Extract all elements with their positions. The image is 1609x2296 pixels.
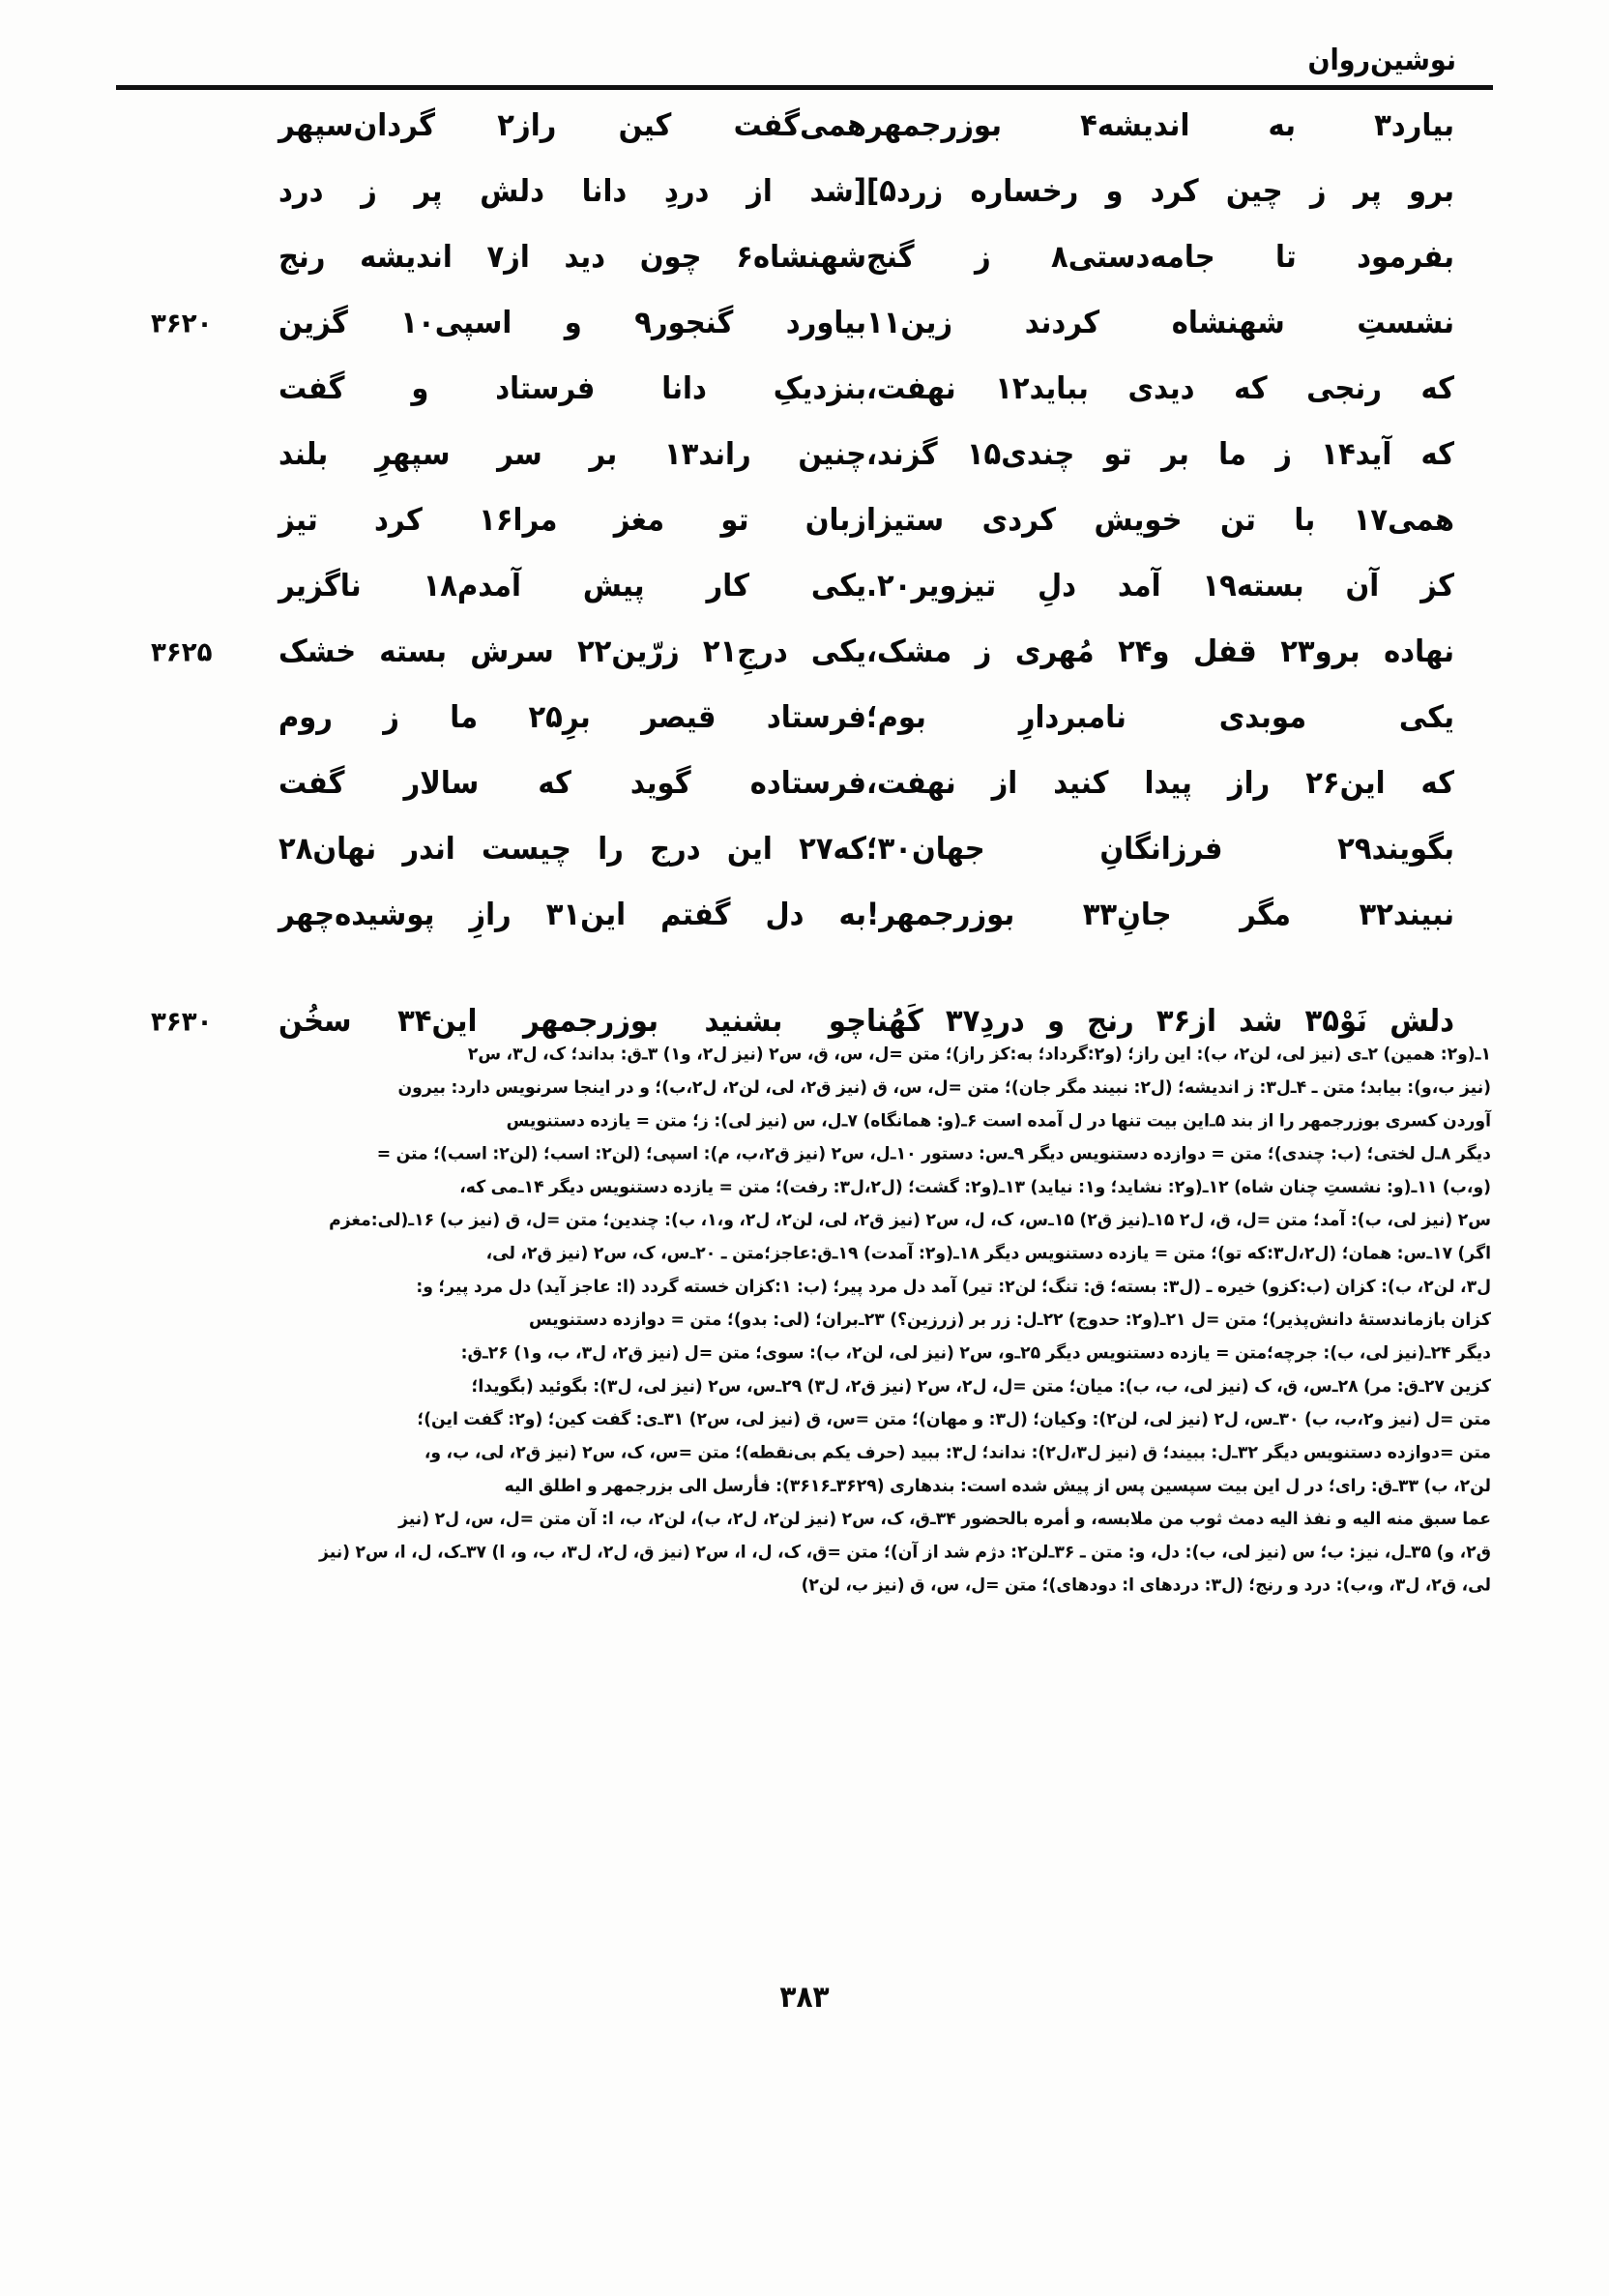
apparatus-line: (و،ب) ۱۱ـ‌(و: نشستِ چنان شاه) ۱۲ـ(و۲: نشاید؛ و۱: نیاید) ۱۳ـ(و۲: گشت؛ (ل۲،ل۳: رفت)؛ متن = یازده دستنویس دیگر ۱۴ـ‌می که، (459, 1177, 1491, 1198)
hemistich-second: نهاده برو۲۳ قفل و۲۴ مُهری ز مشک، (866, 633, 1454, 669)
hemistich-first: که۲۷ این درج را چیست اندر نهان۲۸ (278, 830, 866, 867)
apparatus-line: ل۳، لن۲، ب): کزان (ب:کزو) خیره ـ (ل۳: بسته؛ ق: تنگ؛ لن۲: تیر) آمد دل مرد پیر؛ (ب: ۱:کزان خسته گردد (ا: عاجز آید) دل مرد پیر؛ و: (416, 1277, 1491, 1298)
hemistich-first: چو بشنید بوزرجمهر این۳۴ سخُن (278, 1002, 866, 1039)
hemistich-first: [شد از دردِ دانا دلش پر ز درد (278, 172, 866, 209)
apparatus-line: ق۲، و) ۳۵ـ‌ل، نیز: ب؛ س (نیز لی، ب): دل، و: متن ـ ۳۶ـ‌لن۲: دژم شد از آن)؛ متن =ق، ک، ل، ا، س۲ (نیز ق، ل۲، ل۳، ب، و، ا) ۳۷ـ‌ک، ل، ا، س۲ (نیز (319, 1543, 1491, 1563)
hemistich-first: شهنشاه۶ چون دید از۷ اندیشه رنج (278, 238, 867, 275)
apparatus-line: کزان بازماندستهٔ دانش‌پذیر)؛ متن =ل ۲۱ـ(و۲: حدوج) ۲۲ـ‌ل: زر بر (زرزین؟) ۲۳ـ‌بران؛ (لی: بدو)؛ متن = دوازده دستنویس (528, 1310, 1491, 1331)
hemistich-first: یکی کار پیش آمدم۱۸ ناگزیر (278, 567, 867, 603)
verse-block (145, 108, 1464, 1070)
apparatus-line: عما سبق منه الیه و نفذ الیه دمث ثوب من ملابسه، و أمره بالحضور ۳۴ـ‌ق، ک، س۲ (نیز لن۲، ل۲، ب)، لن۲، ب، ا: آن متن =ل، س، ل۲ (نیز (398, 1509, 1491, 1530)
hemistich-second: نبیند۳۲ مگر جانِ۳۳ بوزرجمهر! (866, 896, 1454, 932)
running-head-title: نوشین‌روان (1307, 44, 1456, 77)
hemistich-second: که آید۱۴ ز ما بر تو چندی۱۵ گزند، (866, 435, 1454, 472)
verse-line (145, 766, 1464, 832)
apparatus-line: متن =ل (نیز و۲،ب، ب) ۳۰ـ‌س، ل۲ (نیز لی، لن۲): وکیان؛ (ل۳: و مهان)؛ متن =س، ق (نیز لی، س۲) ۳۱ـ‌ی: گفت کین؛ (و۲: گفت این)؛ (417, 1409, 1491, 1430)
hemistich-second: دلش نَوْ۳۵ شد از۳۶ رنج و دردِ۳۷ کَهُنا (866, 1002, 1454, 1039)
hemistich-second: کز آن بسته۱۹ آمد دلِ تیزویر۲۰. (866, 567, 1454, 603)
apparatus-line: دیگر ۲۴ـ(نیز لی، ب): جرچه؛متن = یازده دستنویس دیگر ۲۵ـ‌و، س۲ (نیز لی، لن۲، ب): سوی؛ متن =ل (نیز ق۲، ل۳، ب، و۱) ۲۶ـ‌ق: (460, 1343, 1491, 1364)
page-number: ۳۸۳ (779, 1979, 830, 2015)
hemistich-second: نشستِ شهنشاه کردند زین۱۱ (866, 304, 1454, 340)
apparatus-line: دیگر ۸ـ‌ل لختی؛ (ب: چندی)؛ متن = دوازده دستنویس دیگر ۹ـ‌س: دستور ۱۰ـ‌ل، س۲ (نیز ق۲،ب، م): اسپی؛ (لن۲: اسب؛ (لن۲: اسب)؛ متن = (376, 1144, 1491, 1164)
verse-line (145, 503, 1464, 569)
hemistich-second: بیارد۳ به اندیشه۴ بوزرجمهر (866, 106, 1454, 143)
apparatus-line: متن =دوازده دستنویس دیگر ۳۲ـ‌ل: ببیند؛ ق (نیز ل۳،ل۲): نداند؛ ل۳: ببید (حرف یکم بی‌نقطه)؛ متن =س، ک، س۲ (نیز ق۲، لی، ب، و، (424, 1443, 1491, 1463)
verse-line (145, 240, 1464, 306)
apparatus-line: کزین ۲۷ـ‌ق: مر) ۲۸ـ‌س، ق، ک (نیز لی، ب، ب): میان؛ متن =ل، ل۲، س۲ (نیز ق۲، ل۳) ۲۹ـ‌س، س۲ (نیز لی، ل۳): بگوئید (بگویدا؛ (471, 1376, 1491, 1398)
hemistich-second: که رنجی که دیدی بباید۱۲ نهفت، (866, 369, 1454, 406)
apparatus-line: (نیز ب،و): بیابد؛ متن ـ ۴ـ‌ل۳: ز اندیشه؛ (ل۲: نبیند مگر جان)؛ متن =ل، س، ق (نیز ق۲، لی، لن۲، ل۲،ب)؛ و در اینجا سرنویس دارد: بیرون (397, 1077, 1491, 1099)
verse-line (145, 437, 1464, 503)
verse-line (145, 174, 1464, 240)
hemistich-second: همی۱۷ با تن خویش کردی ستیزا (866, 501, 1454, 538)
hemistich-first: به دل گفتم این۳۱ رازِ پوشیده‌چهر (278, 896, 866, 932)
hemistich-first: چنین راند۱۳ بر سر سپهرِ بلند (278, 435, 866, 472)
verse-line (145, 634, 1464, 700)
verse-line (145, 569, 1464, 634)
hemistich-second: برو پر ز چین کرد و رخساره زرد۵] (866, 172, 1454, 209)
critical-apparatus (118, 1039, 1491, 1604)
verse-line (145, 832, 1464, 898)
hemistich-first: فرستاده گوید که سالار گفت (278, 764, 866, 801)
hemistich-first: یکی درجِ۲۱ زرّین۲۲ سرش بسته خشک (278, 633, 866, 669)
verse-line (145, 898, 1464, 1004)
apparatus-line: لن۲، ب) ۳۳ـ‌ق: رای؛ در ل این بیت سپسین پس از پیش شده است: بندهاری (۳۶۲۹ـ۳۶۱۶): فأرسل الی بزرجمهر و اطلق الیه (504, 1476, 1491, 1497)
hemistich-second: بگویند۲۹ فرزانگانِ جهان۳۰؛ (866, 830, 1454, 867)
verse-line (145, 700, 1464, 766)
verse-number: ۳۶۳۰ (151, 1007, 213, 1038)
hemistich-first: همی‌گفت کین راز۲ گردان‌سپهر (278, 106, 866, 143)
verse-line (145, 306, 1464, 371)
apparatus-line: اگر) ۱۷ـ‌س: همان؛ (ل۲،ل۳:که تو)؛ متن = یازده دستنویس دیگر ۱۸ـ(و۲: آمدت) ۱۹ـ‌ق:عاجز؛متن ـ ۲۰ـ‌س، ک، س۲ (نیز ق۲، لی، (485, 1244, 1491, 1264)
hemistich-second: بفرمود تا جامه‌دستی۸ ز گنج (866, 238, 1454, 275)
hemistich-first: فرستاد قیصر برِ۲۵ ما ز روم (278, 698, 866, 735)
verse-number: ۳۶۲۵ (151, 637, 213, 668)
hemistich-first: بیاورد گنجور۹ و اسپی۱۰ گزین (278, 304, 866, 340)
verse-line (145, 108, 1464, 174)
hemistich-second: یکی موبدی نامبردارِ بوم؛ (866, 698, 1454, 735)
apparatus-line: آوردن کسری بوزرجمهر را از بند ۵ـ‌این بیت تنها در ل آمده است ۶ـ(و: همانگاه) ۷ـ‌ل، س (نیز لی): ز؛ متن = یازده دستنویس (506, 1110, 1491, 1132)
apparatus-line: س۲ (نیز لی، ب): آمد؛ متن =ل، ق، ل۲ ۱۵ـ(نیز ق۲) ۱۵ـ‌س، ک، ل، س۲ (نیز ق۲، لی، لن۲، ل۲، و،۱، ب): چندین؛ متن =ل، ق (نیز ب) ۱۶ـ(لی:مغزم (329, 1210, 1491, 1231)
hemistich-first: بنزدیکِ دانا فرستاد و گفت (278, 369, 866, 406)
hemistich-second: که این۲۶ راز پیدا کنید از نهفت، (866, 764, 1455, 801)
verse-line (145, 371, 1464, 437)
header-rule (116, 85, 1493, 90)
hemistich-first: زبان تو مغز مرا۱۶ کرد تیز (278, 501, 867, 538)
verse-number: ۳۶۲۰ (151, 309, 213, 339)
apparatus-line: ۱ـ(و۲: همین) ۲ـ‌ی (نیز لی، لن۲، ب): این راز؛ (و۲:گرداد؛ به:کز راز)؛ متن =ل، س، ق، س۲ (نیز ل۲، و۱) ۳ـ‌ق: بداند؛ ک، ل۳، س۲ (467, 1045, 1491, 1065)
apparatus-line: لی، ق۲، ل۳، و،ب): درد و رنج؛ (ل۳: دردهای ا: دودهای)؛ متن =ل، س، ق (نیز ب، لن۲) (801, 1575, 1491, 1597)
running-head (116, 21, 1493, 75)
